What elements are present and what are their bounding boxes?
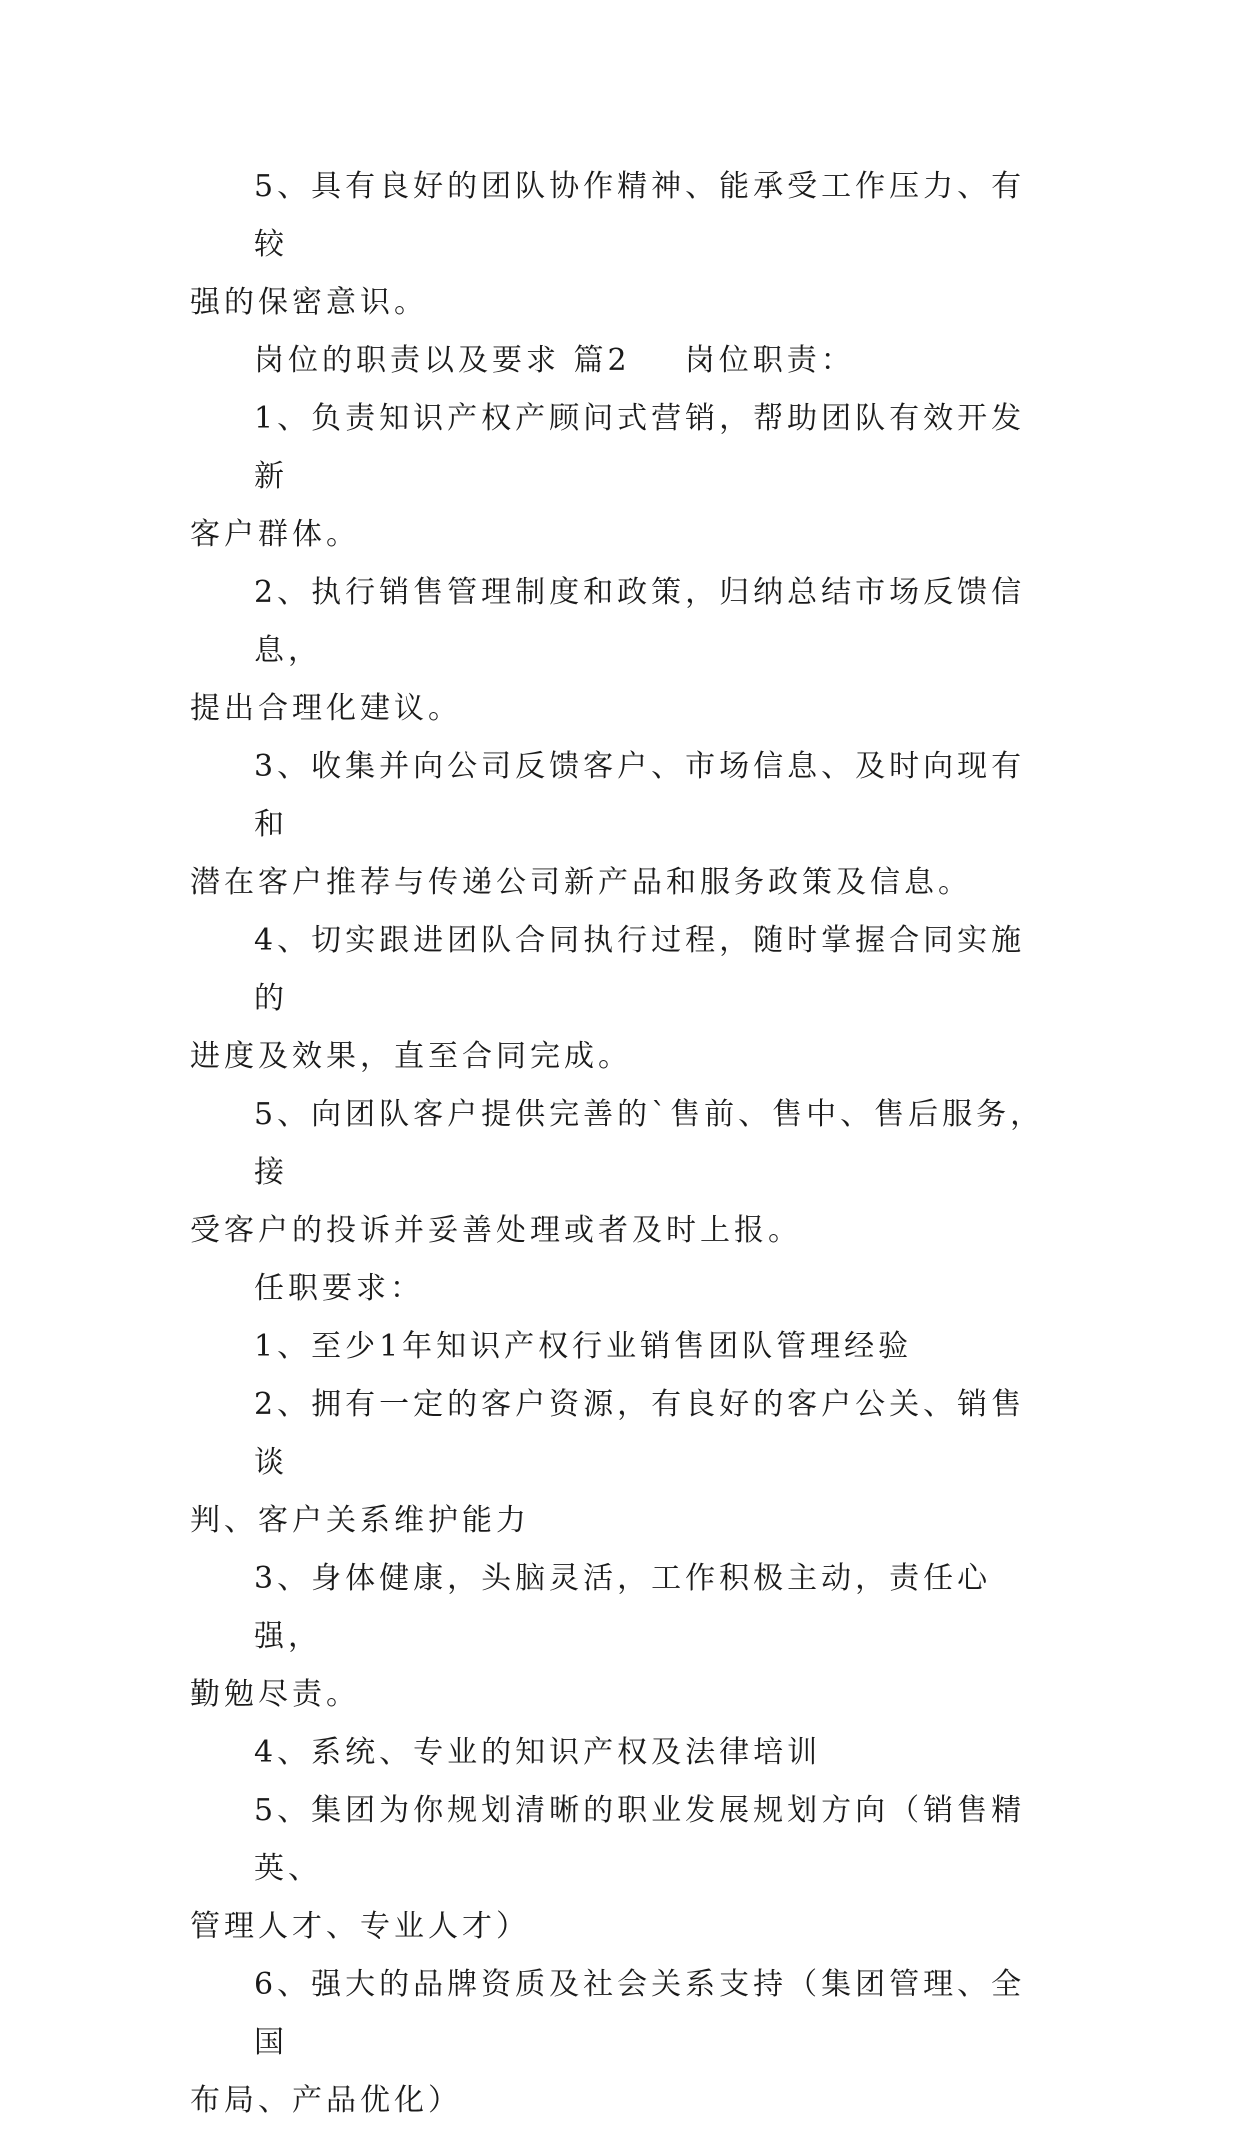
text-line: 5、集团为你规划清晰的职业发展规划方向（销售精英、: [254, 1793, 1026, 1886]
text-line: 6、强大的品牌资质及社会关系支持（集团管理、全国: [254, 1967, 1026, 2060]
text-line: 1、至少1年知识产权行业销售团队管理经验: [254, 1329, 913, 1364]
text-line: 3、收集并向公司反馈客户、市场信息、及时向现有和: [254, 749, 1026, 842]
text-line: 3、身体健康，头脑灵活，工作积极主动，责任心强，: [254, 1561, 992, 1654]
text-line: 进度及效果，直至合同完成。: [190, 1039, 632, 1074]
paragraph: [190, 738, 1050, 912]
paragraph: [190, 1376, 1050, 1550]
paragraph: [190, 390, 1050, 564]
document-body: [190, 158, 1050, 2130]
paragraph: [190, 912, 1050, 1086]
text-line: 勤勉尽责。: [190, 1677, 360, 1712]
text-line: 4、切实跟进团队合同执行过程，随时掌握合同实施的: [254, 923, 1026, 1016]
text-line: 潜在客户推荐与传递公司新产品和服务政策及信息。: [190, 865, 972, 900]
text-line: 2、拥有一定的客户资源，有良好的客户公关、销售谈: [254, 1387, 1026, 1480]
paragraph: [190, 1260, 1050, 1318]
text-line: 强的保密意识。: [190, 285, 428, 320]
text-line: 2、执行销售管理制度和政策，归纳总结市场反馈信息，: [254, 575, 1026, 668]
paragraph: [190, 1724, 1050, 1782]
text-line: 5、具有良好的团队协作精神、能承受工作压力、有较: [254, 169, 1026, 262]
paragraph: [190, 1318, 1050, 1376]
paragraph: [190, 1550, 1050, 1724]
section-heading: 任职要求：: [254, 1271, 424, 1306]
text-line: 4、系统、专业的知识产权及法律培训: [254, 1735, 822, 1770]
paragraph: [190, 332, 1050, 390]
section-heading: 岗位的职责以及要求 篇2 岗位职责：: [254, 343, 855, 378]
paragraph: [190, 564, 1050, 738]
paragraph: [190, 158, 1050, 332]
text-line: 受客户的投诉并妥善处理或者及时上报。: [190, 1213, 802, 1248]
paragraph: [190, 1782, 1050, 1956]
paragraph: [190, 1086, 1050, 1260]
text-line: 客户群体。: [190, 517, 360, 552]
text-line: 布局、产品优化）: [190, 2083, 462, 2118]
text-line: 提出合理化建议。: [190, 691, 462, 726]
text-line: 管理人才、专业人才）: [190, 1909, 530, 1944]
text-line: 5、向团队客户提供完善的`售前、售中、售后服务，接: [254, 1097, 1045, 1190]
text-line: 1、负责知识产权产顾问式营销，帮助团队有效开发新: [254, 401, 1026, 494]
text-line: 判、客户关系维护能力: [190, 1503, 530, 1538]
paragraph: [190, 1956, 1050, 2130]
